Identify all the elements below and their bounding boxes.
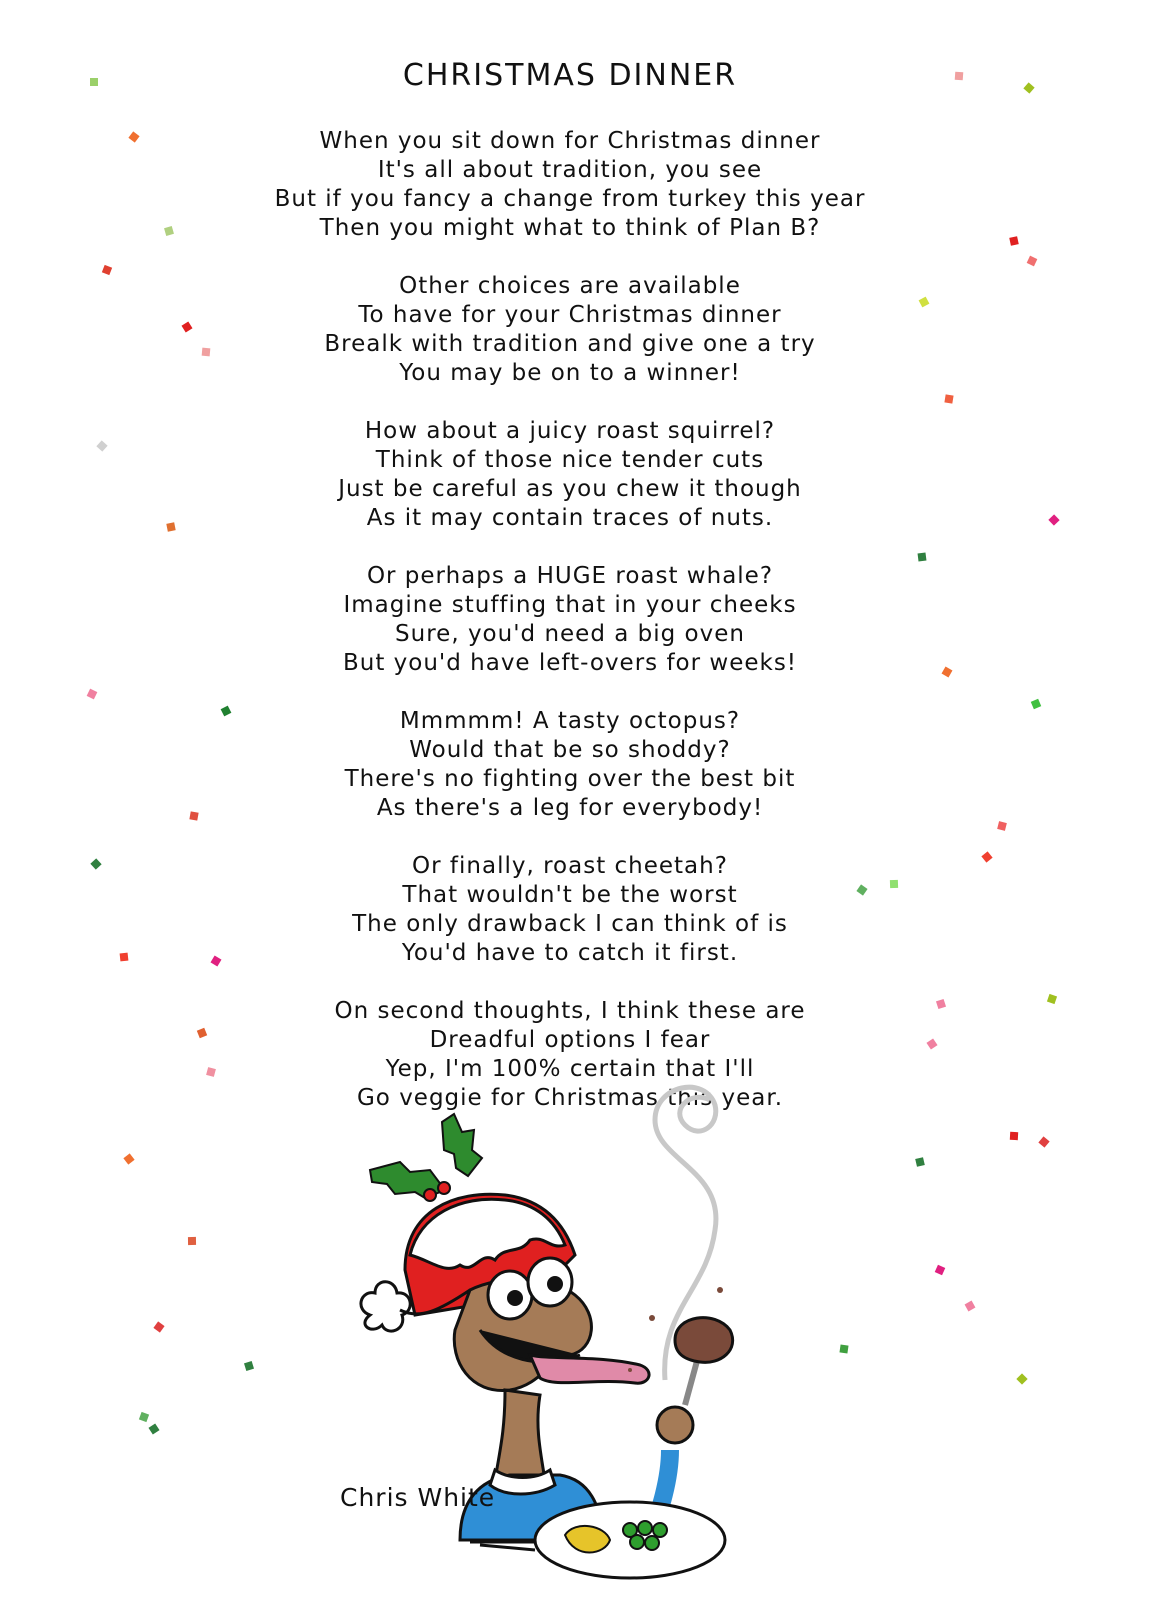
- poem-line: Yep, I'm 100% certain that I'll: [385, 1056, 755, 1082]
- confetti-piece: [918, 553, 927, 562]
- confetti-piece: [123, 1153, 134, 1164]
- confetti-piece: [1016, 1373, 1027, 1384]
- poem-line: Mmmmm! A tasty octopus?: [399, 708, 741, 734]
- confetti-piece: [197, 1028, 207, 1038]
- poem-line: Other choices are available: [399, 273, 741, 299]
- confetti-piece: [87, 689, 98, 700]
- poem-line: Just be careful as you chew it though: [338, 476, 802, 502]
- poem-line: As it may contain traces of nuts.: [366, 505, 774, 531]
- confetti-piece: [1031, 699, 1041, 709]
- poem-line: Brealk with tradition and give one a try: [324, 331, 816, 357]
- confetti-piece: [965, 1301, 976, 1312]
- poem-line: It's all about tradition, you see: [377, 157, 763, 183]
- poem-line: Imagine stuffing that in your cheeks: [343, 592, 797, 618]
- confetti-piece: [164, 226, 174, 236]
- poem-line: Dreadful options I fear: [429, 1027, 711, 1053]
- confetti-piece: [189, 811, 198, 820]
- confetti-piece: [153, 1321, 164, 1332]
- confetti-piece: [856, 884, 867, 895]
- confetti-piece: [955, 72, 964, 81]
- poem-line: To have for your Christmas dinner: [358, 302, 782, 328]
- confetti-piece: [936, 999, 946, 1009]
- poem-line: Or finally, roast cheetah?: [412, 853, 728, 879]
- poem-line: How about a juicy roast squirrel?: [364, 418, 776, 444]
- confetti-piece: [1038, 1136, 1049, 1147]
- confetti-piece: [1010, 1132, 1018, 1140]
- holly-berry: [424, 1189, 436, 1201]
- confetti-piece: [90, 78, 98, 86]
- confetti-piece: [206, 1067, 216, 1077]
- holly-berry: [438, 1182, 450, 1194]
- poem-title: CHRISTMAS DINNER: [402, 58, 738, 93]
- confetti-piece: [1048, 514, 1059, 525]
- confetti-piece: [942, 667, 953, 678]
- hand: [657, 1407, 693, 1443]
- cartoon-character-illustration: [330, 1070, 770, 1590]
- confetti-piece: [188, 1237, 196, 1245]
- confetti-piece: [120, 953, 129, 962]
- poem-line: That wouldn't be the worst: [402, 882, 738, 908]
- poem-line: You'd have to catch it first.: [401, 940, 739, 966]
- confetti-piece: [221, 706, 232, 717]
- confetti-piece: [944, 394, 953, 403]
- neck: [495, 1390, 545, 1480]
- confetti-piece: [244, 1361, 254, 1371]
- poem-line: But if you fancy a change from turkey this year: [274, 186, 866, 212]
- poem-line: You may be on to a winner!: [399, 360, 741, 386]
- poem-line: On second thoughts, I think these are: [334, 998, 806, 1024]
- confetti-piece: [139, 1412, 149, 1422]
- confetti-piece: [839, 1344, 848, 1353]
- confetti-piece: [1009, 236, 1018, 245]
- confetti-piece: [102, 265, 112, 275]
- poem-line: As there's a leg for everybody!: [376, 795, 764, 821]
- confetti-piece: [1047, 994, 1057, 1004]
- confetti-piece: [981, 851, 992, 862]
- confetti-piece: [890, 880, 898, 888]
- pupil: [547, 1276, 563, 1292]
- poem-line: But you'd have left-overs for weeks!: [342, 650, 798, 676]
- poem-line: Would that be so shoddy?: [409, 737, 731, 763]
- confetti-piece: [935, 1265, 946, 1276]
- confetti-piece: [997, 821, 1007, 831]
- poem-line: Go veggie for Christmas this year.: [356, 1085, 784, 1111]
- poem-line: Think of those nice tender cuts: [375, 447, 765, 473]
- confetti-piece: [148, 1423, 159, 1434]
- confetti-piece: [1027, 256, 1038, 267]
- confetti-piece: [211, 956, 222, 967]
- holly-leaf-right: [442, 1114, 482, 1176]
- pupil: [507, 1290, 523, 1306]
- poem-line: There's no fighting over the best bit: [344, 766, 796, 792]
- poem-line: Then you might what to think of Plan B?: [319, 215, 821, 241]
- confetti-piece: [128, 131, 139, 142]
- confetti-piece: [181, 321, 192, 332]
- poem-line: When you sit down for Christmas dinner: [319, 128, 821, 154]
- hat-pompom: [361, 1282, 410, 1331]
- confetti-piece: [926, 1038, 937, 1049]
- confetti-piece: [202, 348, 211, 357]
- poem-line: Sure, you'd need a big oven: [395, 621, 745, 647]
- confetti-piece: [1023, 82, 1034, 93]
- confetti-piece: [90, 858, 101, 869]
- poem-line: Or perhaps a HUGE roast whale?: [366, 563, 774, 589]
- confetti-piece: [915, 1157, 925, 1167]
- author-signature: Chris White: [340, 1483, 496, 1512]
- poem-line: The only drawback I can think of is: [352, 911, 788, 937]
- confetti-piece: [166, 522, 175, 531]
- confetti-piece: [96, 440, 107, 451]
- confetti-piece: [919, 297, 930, 308]
- meat-chunk: [675, 1318, 733, 1363]
